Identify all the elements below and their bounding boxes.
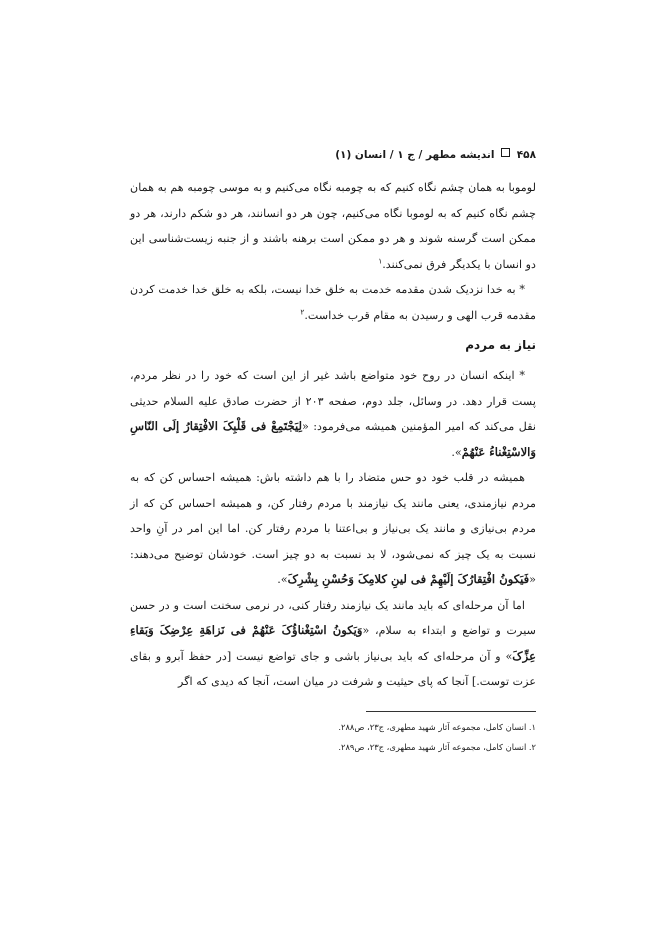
running-title: اندیشه مطهر / ج ۱ / انسان (۱): [335, 149, 495, 161]
paragraph-text: * اینکه انسان در روح خود متواضع باشد غیر از این است که خود را در نظر مردم، پست قرار دهد. در وسائل، جلد دوم، صفحه ۲۰۳ از حضرت صادق علیه السلام حدیثی نقل می‌کند که امیر المؤمنین همیشه می‌فرمود: «: [130, 369, 536, 433]
hadith-quote: وَیَکونُ اسْتِغْناؤُکَ عَنْهُمْ فی نَزاهَةِ عِرْضِکَ وَبَقاءِ عِزِّکَ: [130, 623, 536, 663]
section-heading: نیاز به مردم: [465, 338, 536, 352]
paragraph: [130, 363, 536, 465]
page-number: ۴۵۸: [516, 149, 536, 161]
footnotes: [130, 717, 536, 757]
paragraph-text: ».: [277, 573, 288, 586]
paragraph-text: ».: [451, 445, 462, 459]
paragraph-text: لوموبا به همان چشم نگاه کنیم که به چومبه نگاه می‌کنیم و به موسی چومبه هم به همان چشم نگاه کنیم که به لوموبا نگاه می‌کنیم، چون هر دو انسانند، هر دو شکم دارند، هر دو ممکن است گرسنه شوند و هر دو ممکن است برهنه باشند و از جنبه زیست‌شناسی این دو انسان با یکدیگر فرق نمی‌کنند.: [130, 181, 536, 271]
footnote: ۲. انسان کامل، مجموعه آثار شهید مطهری، ج۲۳، ص۲۸۹.: [338, 742, 536, 752]
hadith-quote: لِیَجْتَمِعْ فی قَلْبِکَ الافْتِقارُ إلَی النّاسِ وَالاسْتِغْناءُ عَنْهُمْ: [130, 419, 536, 459]
paragraph: [130, 465, 536, 593]
hadith-quote: فَیَکونُ افْتِقارُکَ إلَیْهِمْ فی لینِ کلامِکَ وَحُسْنِ بِشْرِکَ: [287, 572, 530, 586]
running-header: [130, 148, 536, 161]
paragraph: [130, 277, 536, 328]
footnote-reference: ۲: [300, 306, 305, 316]
footnote-reference: ۱: [378, 255, 383, 265]
square-separator-icon: [501, 148, 510, 157]
paragraph: [130, 175, 536, 277]
paragraph-text: اما آن مرحله‌ای که باید مانند یک نیازمند رفتار کنی، در نرمی سخنت است و در حسن سیرت و تواضع و ابتداء به سلام، «: [130, 598, 536, 637]
paragraph-text: * به خدا نزدیک شدن مقدمه خدمت به خلق خدا نیست، بلکه به خلق خدا خدمت کردن مقدمه قرب الهی و رسیدن به مقام قرب خداست.: [130, 283, 536, 322]
paragraph-text: » و آن مرحله‌ای که باید بی‌نیاز باشی و جای تواضع نیست [در حفظ آبرو و بقای عزت توست.] آنجا که پای حیثیت و شرفت در میان است، آنجا که دیدی که اگر: [130, 649, 536, 688]
paragraph: [130, 593, 536, 695]
paragraph-text: همیشه در قلب خود دو حس متضاد را با هم داشته باش: همیشه احساس کن که به مردم نیازمندی، یعنی مانند یک نیازمند با مردم رفتار کن، و همیشه احساس کن که از مردم بی‌نیازی و مانند یک بی‌نیاز و بی‌اعتنا با مردم رفتار کن. اما این امر در آنِ واحد نسبت به یک چیز که نمی‌شود، لا بد نسبت به دو چیز است. خودشان توضیح می‌دهند: «: [130, 471, 536, 586]
body-text: [130, 175, 536, 695]
footnote-divider: [366, 711, 536, 712]
footnote: ۱. انسان کامل، مجموعه آثار شهید مطهری، ج۲۳، ص۲۸۸.: [338, 722, 536, 732]
